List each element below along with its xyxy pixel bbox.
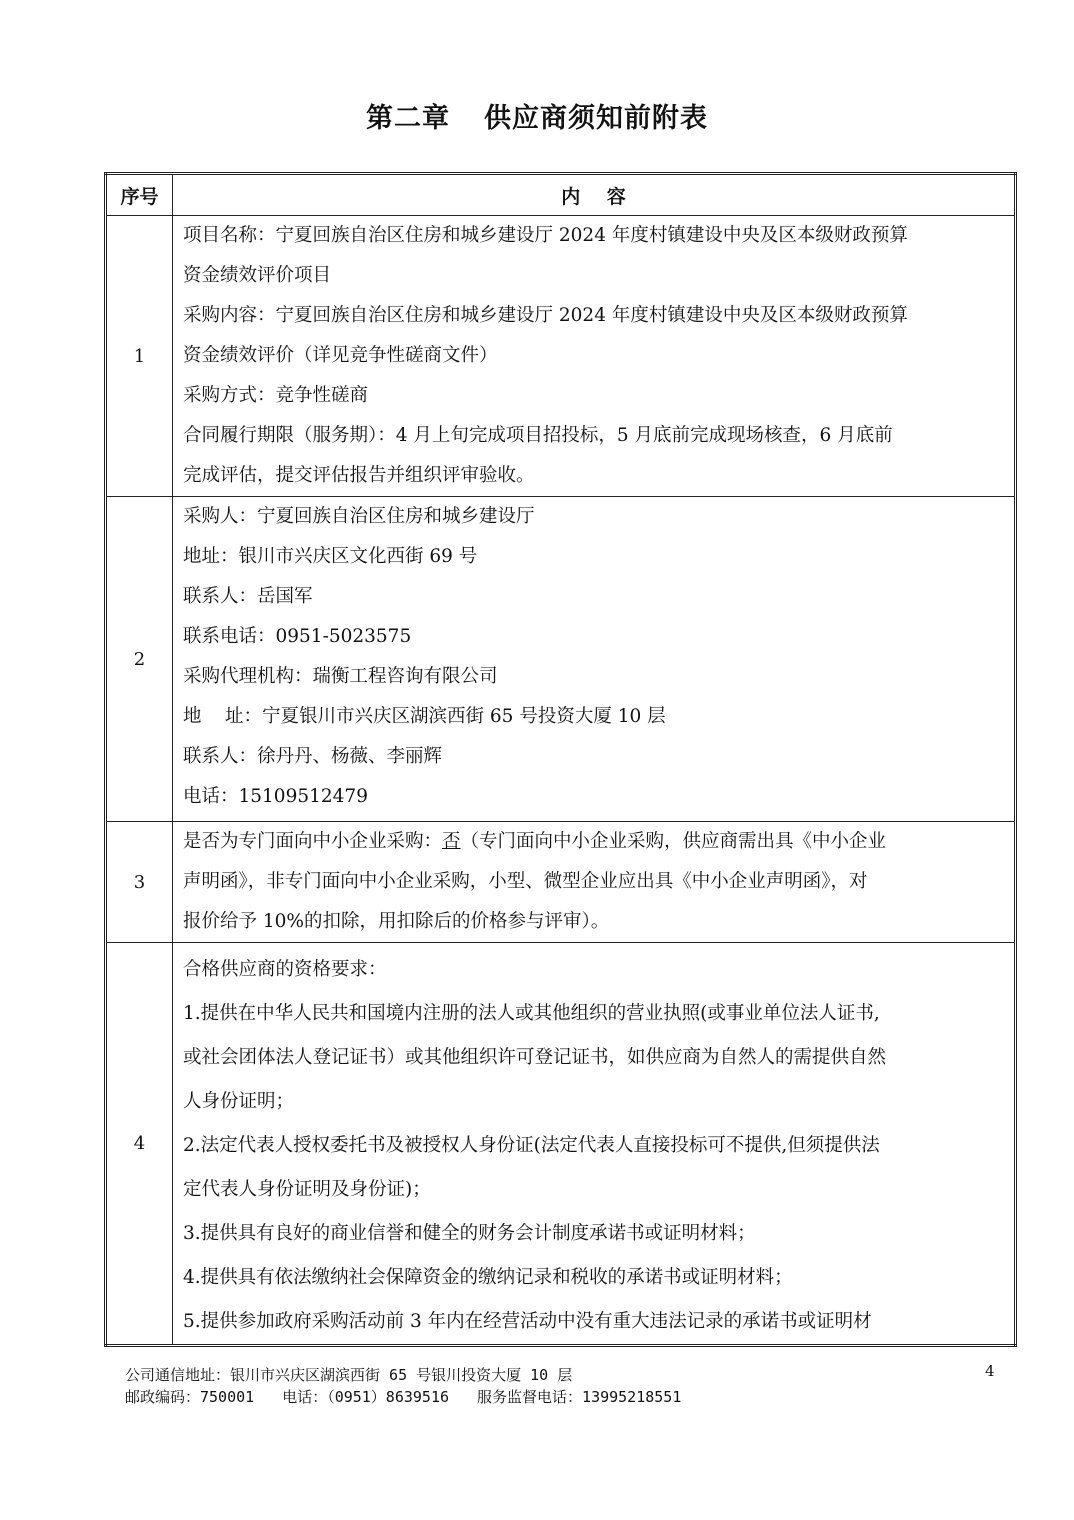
table-header-row bbox=[106, 174, 1016, 216]
table-row bbox=[106, 943, 1016, 1346]
content-line: 联系电话：0951-5023575 bbox=[183, 626, 412, 647]
row-content bbox=[173, 216, 1016, 497]
content-line: 电话：15109512479 bbox=[183, 786, 368, 807]
answer-no: 否 bbox=[442, 831, 461, 852]
content-line: 或社会团体法人登记证书）或其他组织许可登记证书，如供应商为自然人的需提供自然 bbox=[183, 1047, 887, 1068]
supplier-notice-table bbox=[104, 172, 1017, 1347]
footer-address: 公司通信地址：银川市兴庆区湖滨西街 65 号银川投资大厦 10 层 bbox=[125, 1366, 573, 1384]
table-row bbox=[106, 216, 1016, 497]
page-footer bbox=[125, 1364, 681, 1408]
content-line: 3.提供具有良好的商业信誉和健全的财务会计制度承诺书或证明材料； bbox=[183, 1223, 756, 1244]
row-number: 1 bbox=[106, 216, 173, 497]
footer-postcode: 邮政编码：750001 bbox=[125, 1388, 255, 1406]
content-line: 地 址：宁夏银川市兴庆区湖滨西街 65 号投资大厦 10 层 bbox=[183, 706, 666, 727]
content-line: 采购内容：宁夏回族自治区住房和城乡建设厅 2024 年度村镇建设中央及区本级财政预算 bbox=[183, 305, 908, 326]
footer-contact bbox=[125, 1386, 681, 1408]
row-content bbox=[173, 822, 1016, 943]
content-line: 采购代理机构：瑞衡工程咨询有限公司 bbox=[183, 666, 498, 687]
content-line: 4.提供具有依法缴纳社会保障资金的缴纳记录和税收的承诺书或证明材料； bbox=[183, 1267, 793, 1288]
header-no: 序号 bbox=[106, 174, 173, 216]
footer-phone: 电话：（0951）8639516 bbox=[282, 1388, 450, 1406]
content-line: 人身份证明； bbox=[183, 1091, 295, 1112]
row-number: 2 bbox=[106, 497, 173, 822]
row-content bbox=[173, 497, 1016, 822]
chapter-title: 供应商须知前附表 bbox=[484, 103, 708, 134]
content-line: 资金绩效评价项目 bbox=[183, 265, 332, 286]
content-line: 资金绩效评价（详见竞争性磋商文件） bbox=[183, 345, 498, 366]
chapter-label: 第二章 bbox=[366, 103, 450, 134]
content-line: 5.提供参加政府采购活动前 3 年内在经营活动中没有重大违法记录的承诺书或证明材 bbox=[183, 1311, 872, 1332]
table-row bbox=[106, 497, 1016, 822]
row-content bbox=[173, 943, 1016, 1346]
content-line: 完成评估，提交评估报告并组织评审验收。 bbox=[183, 465, 535, 486]
row-number: 4 bbox=[106, 943, 173, 1346]
content-line: 报价给予 10%的扣除，用扣除后的价格参与评审）。 bbox=[183, 911, 610, 932]
content-line: 采购方式：竞争性磋商 bbox=[183, 385, 369, 406]
content-line: 合同履行期限（服务期）：4 月上旬完成项目招投标，5 月底前完成现场核查，6 月底前 bbox=[183, 425, 893, 446]
page-number: 4 bbox=[985, 1362, 995, 1380]
table-row bbox=[106, 822, 1016, 943]
content-line: 联系人：徐丹丹、杨薇、李丽辉 bbox=[183, 746, 443, 767]
page-title bbox=[0, 96, 1074, 135]
content-line: 声明函》，非专门面向中小企业采购，小型、微型企业应出具《中小企业声明函》，对 bbox=[183, 871, 868, 892]
content-line: 定代表人身份证明及身份证)； bbox=[183, 1179, 431, 1200]
content-line: 联系人：岳国军 bbox=[183, 586, 313, 607]
content-line: 1.提供在中华人民共和国境内注册的法人或其他组织的营业执照(或事业单位法人证书, bbox=[183, 1003, 880, 1024]
footer-service-phone: 服务监督电话：13995218551 bbox=[477, 1388, 682, 1406]
content-line: 项目名称：宁夏回族自治区住房和城乡建设厅 2024 年度村镇建设中央及区本级财政预算 bbox=[183, 225, 908, 246]
header-content: 内 容 bbox=[173, 174, 1016, 216]
row-number: 3 bbox=[106, 822, 173, 943]
content-line: 地址：银川市兴庆区文化西街 69 号 bbox=[183, 546, 478, 567]
content-line: 采购人：宁夏回族自治区住房和城乡建设厅 bbox=[183, 506, 535, 527]
content-line: 是否为专门面向中小企业采购：否（专门面向中小企业采购，供应商需出具《中小企业 bbox=[183, 831, 887, 852]
content-line: 2.法定代表人授权委托书及被授权人身份证(法定代表人直接投标可不提供,但须提供法 bbox=[183, 1135, 880, 1156]
content-line: 合格供应商的资格要求： bbox=[183, 959, 387, 980]
